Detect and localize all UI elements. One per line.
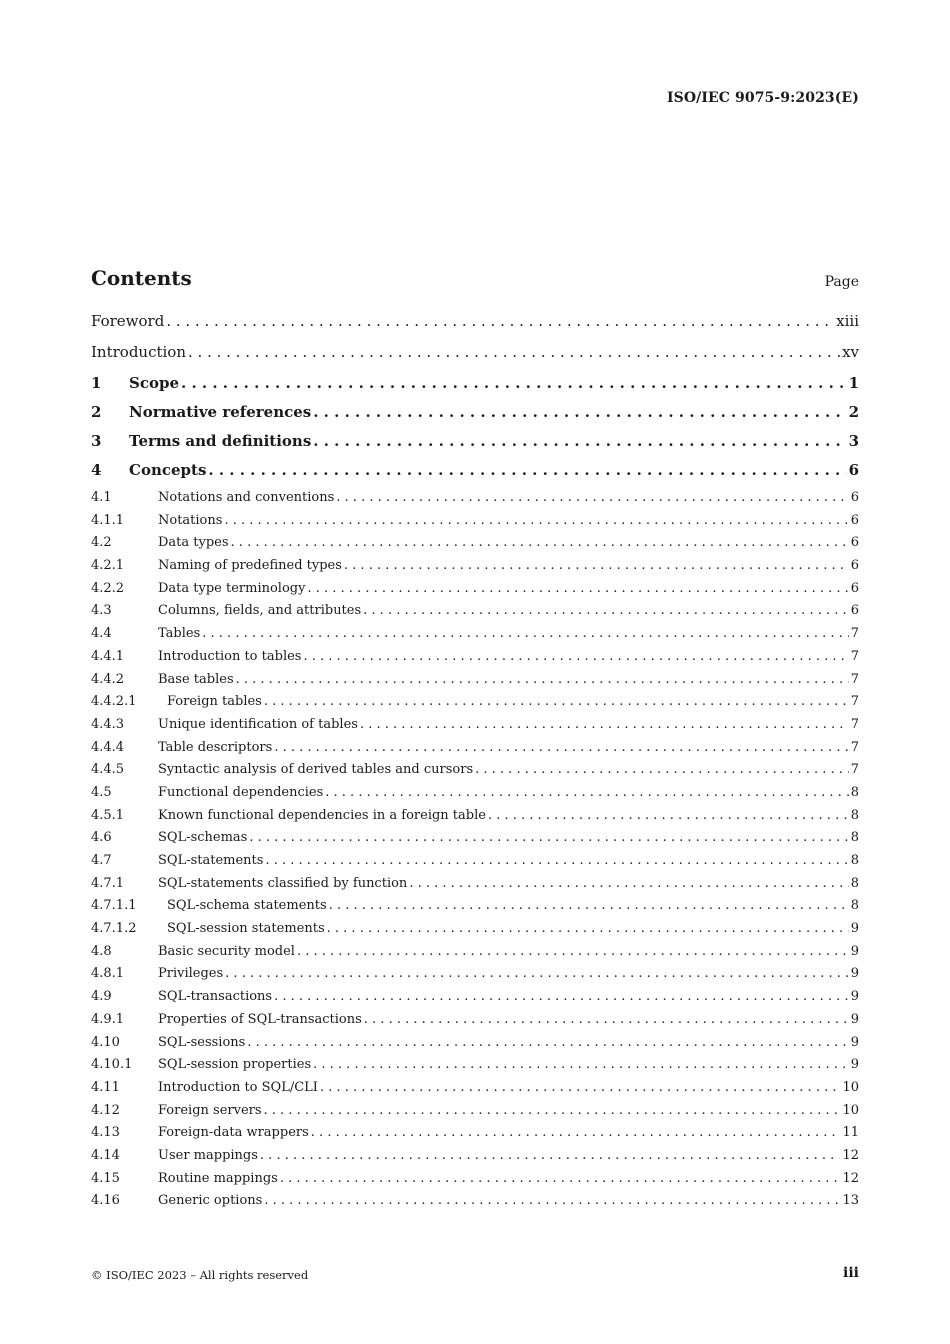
toc-entry[interactable] xyxy=(91,876,859,899)
toc-leader-dots xyxy=(231,535,849,550)
toc-entry-number: 4.7.1 xyxy=(91,875,125,891)
toc-leader-dots xyxy=(336,490,848,505)
toc-entry-title[interactable]: Syntactic analysis of derived tables and cursors xyxy=(158,762,474,778)
toc-entry[interactable] xyxy=(91,558,859,581)
toc-entry-number: 4.4.2 xyxy=(91,671,125,687)
toc-entry-title[interactable]: Known functional dependencies in a foreign table xyxy=(158,807,486,823)
toc-entry-title[interactable]: Properties of SQL-transactions xyxy=(158,1011,362,1027)
toc-entry-number: 4.2.2 xyxy=(91,580,125,596)
toc-entry[interactable] xyxy=(91,1148,859,1171)
toc-entry[interactable] xyxy=(91,513,859,536)
toc-entry-title[interactable]: Foreword xyxy=(91,312,165,330)
toc-entry[interactable] xyxy=(91,898,859,921)
toc-leader-dots xyxy=(264,1193,840,1208)
toc-entry-page[interactable]: 8 xyxy=(850,784,859,800)
toc-entry[interactable] xyxy=(91,343,859,374)
toc-entry-number: 4.1 xyxy=(91,490,112,505)
toc-leader-dots xyxy=(247,1035,848,1050)
toc-entry-number: 4.8 xyxy=(91,943,112,959)
toc-entry-page[interactable]: 7 xyxy=(850,648,859,664)
toc-entry[interactable] xyxy=(91,762,859,785)
toc-leader-dots xyxy=(274,989,849,1004)
toc-entry[interactable] xyxy=(91,785,859,808)
toc-entry[interactable] xyxy=(91,853,859,876)
toc-leader-dots xyxy=(409,876,848,891)
toc-title: Contents xyxy=(91,266,192,290)
toc-entry[interactable] xyxy=(91,672,859,695)
toc-leader-dots xyxy=(236,672,849,687)
toc-entry-number: 4.4 xyxy=(91,626,112,642)
toc-leader-dots xyxy=(307,581,848,596)
toc-entry-page[interactable]: 7 xyxy=(850,694,859,710)
toc-entry-number: 4.4.3 xyxy=(91,716,125,732)
toc-entry-number: 4.14 xyxy=(91,1147,120,1163)
toc-entry-number: 4.7.1.1 xyxy=(91,898,137,914)
toc-leader-dots xyxy=(360,717,849,732)
toc-leader-dots xyxy=(325,785,848,800)
toc-entry[interactable] xyxy=(91,535,859,558)
footer-copyright: © ISO/IEC 2023 – All rights reserved xyxy=(91,1268,309,1282)
toc-entry-number: 4.7.1.2 xyxy=(91,921,137,937)
toc-leader-dots xyxy=(264,694,849,709)
toc-entry-number: 4.4.1 xyxy=(91,648,125,664)
toc-entry-page[interactable]: 9 xyxy=(850,1034,859,1050)
toc-entry[interactable] xyxy=(91,603,859,626)
toc-entry-title[interactable]: Concepts xyxy=(129,461,207,479)
toc-entry-number: 4.11 xyxy=(91,1079,120,1095)
toc-entry[interactable] xyxy=(91,717,859,740)
toc-entry-number: 4.15 xyxy=(91,1170,120,1186)
toc-leader-dots xyxy=(280,1171,841,1186)
toc-entry-title[interactable]: Tables xyxy=(158,626,201,642)
toc-entry-title[interactable]: SQL-session statements xyxy=(167,921,325,937)
toc-leader-dots xyxy=(329,898,849,913)
toc-leader-dots xyxy=(311,1125,841,1140)
toc-entry[interactable] xyxy=(91,1171,859,1194)
toc-entry-number: 4.10 xyxy=(91,1034,120,1050)
toc-entry[interactable] xyxy=(91,989,859,1012)
toc-entry[interactable] xyxy=(91,649,859,672)
toc-entry-number: 4.12 xyxy=(91,1102,120,1118)
toc-entry-page[interactable]: 12 xyxy=(842,1147,859,1163)
toc-entry[interactable] xyxy=(91,581,859,604)
toc-entry-number: 4.2 xyxy=(91,535,112,551)
toc-entry-title[interactable]: SQL-transactions xyxy=(158,989,273,1005)
toc-entry-title[interactable]: SQL-session properties xyxy=(158,1057,312,1073)
toc-entry[interactable] xyxy=(91,966,859,989)
toc-entry-page[interactable]: 6 xyxy=(850,580,859,596)
toc-entry-title[interactable]: Introduction xyxy=(91,343,186,361)
toc-entry-number: 4.5.1 xyxy=(91,807,125,823)
toc-leader-dots xyxy=(202,626,848,641)
toc-entry-title[interactable]: Terms and definitions xyxy=(129,432,312,450)
toc-entry-title[interactable]: SQL-statements xyxy=(158,853,264,868)
toc-entry-title[interactable]: Privileges xyxy=(158,966,224,982)
toc-entry[interactable] xyxy=(91,921,859,944)
document-id: ISO/IEC 9075-9:2023(E) xyxy=(667,90,859,106)
toc-leader-dots xyxy=(274,740,848,755)
toc-entry-page[interactable]: 7 xyxy=(850,739,859,755)
toc-leader-dots xyxy=(188,343,840,361)
toc-leader-dots xyxy=(313,403,846,421)
toc-leader-dots xyxy=(488,808,849,823)
toc-entry-page[interactable]: xv xyxy=(842,343,859,361)
toc-entry-title[interactable]: Foreign-data wrappers xyxy=(158,1125,309,1141)
toc-entry-title[interactable]: Routine mappings xyxy=(158,1170,278,1186)
toc-entry-title[interactable]: Data types xyxy=(158,535,229,551)
toc-entry-title[interactable]: Naming of predefined types xyxy=(158,558,342,574)
toc-entry-page[interactable]: 9 xyxy=(850,1011,859,1027)
toc-entry-title[interactable]: Notations and conventions xyxy=(158,490,335,505)
toc-leader-dots xyxy=(265,853,848,868)
toc-entry-number: 1 xyxy=(91,374,102,392)
toc-leader-dots xyxy=(475,762,849,777)
toc-entry[interactable] xyxy=(91,1080,859,1103)
toc-entry-page[interactable]: 1 xyxy=(848,374,859,392)
toc-entry-title[interactable]: User mappings xyxy=(158,1147,258,1163)
toc-entry-page[interactable]: 10 xyxy=(842,1102,859,1118)
toc-leader-dots xyxy=(208,461,846,479)
toc-leader-dots xyxy=(303,649,848,664)
toc-entry[interactable] xyxy=(91,1035,859,1058)
toc-entry-page[interactable]: 12 xyxy=(842,1170,859,1186)
toc-header xyxy=(91,266,859,296)
toc-entry[interactable] xyxy=(91,403,859,432)
toc-entry-title[interactable]: Basic security model xyxy=(158,943,295,959)
toc-entry-page[interactable]: 7 xyxy=(850,716,859,732)
toc-entry[interactable] xyxy=(91,626,859,649)
toc-entry-title[interactable]: Data type terminology xyxy=(158,580,306,596)
toc-entry-title[interactable]: Normative references xyxy=(129,403,312,421)
toc-entry-number: 4.6 xyxy=(91,830,112,846)
toc-entry-page[interactable]: 9 xyxy=(850,966,859,982)
toc-entry-page[interactable]: 3 xyxy=(848,432,859,450)
toc-entry-title[interactable]: SQL-statements classified by function xyxy=(158,875,408,891)
toc-entry[interactable] xyxy=(91,312,859,343)
toc-entry-title[interactable]: Foreign servers xyxy=(158,1102,262,1118)
toc-entry-page[interactable]: 11 xyxy=(842,1125,859,1141)
toc-entry[interactable] xyxy=(91,808,859,831)
toc-list xyxy=(91,312,859,1216)
toc-entry-page[interactable]: 8 xyxy=(850,875,859,891)
toc-entry-page[interactable]: 9 xyxy=(850,921,859,937)
toc-leader-dots xyxy=(313,1057,849,1072)
toc-entry-page[interactable]: 7 xyxy=(850,671,859,687)
toc-entry-page[interactable]: 9 xyxy=(850,943,859,959)
toc-leader-dots xyxy=(249,830,848,845)
toc-entry[interactable] xyxy=(91,1193,859,1216)
toc-entry-number: 4 xyxy=(91,461,102,479)
toc-entry-title[interactable]: Unique identification of tables xyxy=(158,716,358,732)
toc-entry[interactable] xyxy=(91,944,859,967)
toc-entry-page[interactable]: 9 xyxy=(850,989,859,1005)
toc-entry-page[interactable]: 8 xyxy=(850,898,859,914)
toc-entry-page[interactable]: 7 xyxy=(850,762,859,778)
toc-entry-title[interactable]: Introduction to tables xyxy=(158,648,302,664)
toc-entry-number: 4.7 xyxy=(91,853,112,868)
toc-entry-number: 4.5 xyxy=(91,784,112,800)
toc-entry-number: 4.1.1 xyxy=(91,512,125,528)
toc-leader-dots xyxy=(264,1103,841,1118)
footer-page-number: iii xyxy=(843,1265,859,1281)
toc-entry-title[interactable]: SQL-sessions xyxy=(158,1034,246,1050)
toc-leader-dots xyxy=(320,1080,841,1095)
toc-page-label: Page xyxy=(824,274,859,290)
toc-entry-number: 4.13 xyxy=(91,1125,120,1141)
toc-leader-dots xyxy=(166,312,834,330)
toc-leader-dots xyxy=(297,944,849,959)
toc-entry[interactable] xyxy=(91,490,859,513)
toc-entry-title[interactable]: SQL-schema statements xyxy=(167,898,327,914)
toc-leader-dots xyxy=(327,921,849,936)
toc-entry-page[interactable]: 6 xyxy=(850,603,859,619)
toc-entry-title[interactable]: Columns, fields, and attributes xyxy=(158,603,362,619)
toc-entry-page[interactable]: 7 xyxy=(850,626,859,642)
toc-entry-page[interactable]: 9 xyxy=(850,1057,859,1073)
toc-entry-page[interactable]: 6 xyxy=(850,490,859,505)
toc-entry-title[interactable]: Scope xyxy=(129,374,180,392)
toc-entry-title[interactable]: Generic options xyxy=(158,1193,263,1209)
toc-leader-dots xyxy=(364,1012,849,1027)
toc-entry-page[interactable]: 13 xyxy=(842,1193,859,1209)
toc-entry-title[interactable]: Table descriptors xyxy=(158,739,273,755)
toc-entry-page[interactable]: xiii xyxy=(836,312,859,330)
toc-entry-title[interactable]: Foreign tables xyxy=(167,694,262,710)
toc-entry[interactable] xyxy=(91,694,859,717)
toc-entry-page[interactable]: 2 xyxy=(848,403,859,421)
toc-entry-number: 4.10.1 xyxy=(91,1057,133,1073)
toc-entry-page[interactable]: 6 xyxy=(848,461,859,479)
toc-entry-page[interactable]: 6 xyxy=(850,558,859,574)
toc-entry[interactable] xyxy=(91,1125,859,1148)
toc-entry-number: 4.16 xyxy=(91,1193,120,1209)
toc-entry-page[interactable]: 8 xyxy=(850,853,859,868)
toc-entry-title[interactable]: SQL-schemas xyxy=(158,830,248,846)
toc-entry-title[interactable]: Notations xyxy=(158,512,223,528)
toc-leader-dots xyxy=(363,603,849,618)
toc-entry-number: 4.9 xyxy=(91,989,112,1005)
toc-entry-number: 4.9.1 xyxy=(91,1011,125,1027)
toc-entry[interactable] xyxy=(91,1012,859,1035)
toc-entry-number: 4.8.1 xyxy=(91,966,125,982)
toc-entry[interactable] xyxy=(91,432,859,461)
toc-entry-page[interactable]: 6 xyxy=(850,535,859,551)
toc-entry[interactable] xyxy=(91,740,859,763)
toc-entry-page[interactable]: 8 xyxy=(850,830,859,846)
toc-leader-dots xyxy=(224,513,848,528)
toc-entry-page[interactable]: 10 xyxy=(842,1079,859,1095)
toc-entry[interactable] xyxy=(91,1103,859,1126)
toc-entry-title[interactable]: Functional dependencies xyxy=(158,784,324,800)
toc-leader-dots xyxy=(260,1148,841,1163)
toc-entry-title[interactable]: Base tables xyxy=(158,671,234,687)
toc-leader-dots xyxy=(181,374,847,392)
toc-entry-page[interactable]: 8 xyxy=(850,807,859,823)
toc-entry-number: 4.4.4 xyxy=(91,739,125,755)
toc-entry-number: 4.3 xyxy=(91,603,112,619)
toc-entry-number: 3 xyxy=(91,432,102,450)
toc-entry[interactable] xyxy=(91,1057,859,1080)
toc-entry-number: 2 xyxy=(91,403,102,421)
toc-entry[interactable] xyxy=(91,830,859,853)
toc-leader-dots xyxy=(344,558,849,573)
toc-entry-title[interactable]: Introduction to SQL/CLI xyxy=(158,1079,318,1095)
toc-leader-dots xyxy=(313,432,846,450)
toc-entry[interactable] xyxy=(91,374,859,403)
toc-entry[interactable] xyxy=(91,461,859,490)
toc-entry-page[interactable]: 6 xyxy=(850,512,859,528)
toc-entry-number: 4.4.5 xyxy=(91,762,125,778)
toc-leader-dots xyxy=(225,966,849,981)
toc-entry-number: 4.4.2.1 xyxy=(91,694,137,710)
toc-entry-number: 4.2.1 xyxy=(91,558,125,574)
